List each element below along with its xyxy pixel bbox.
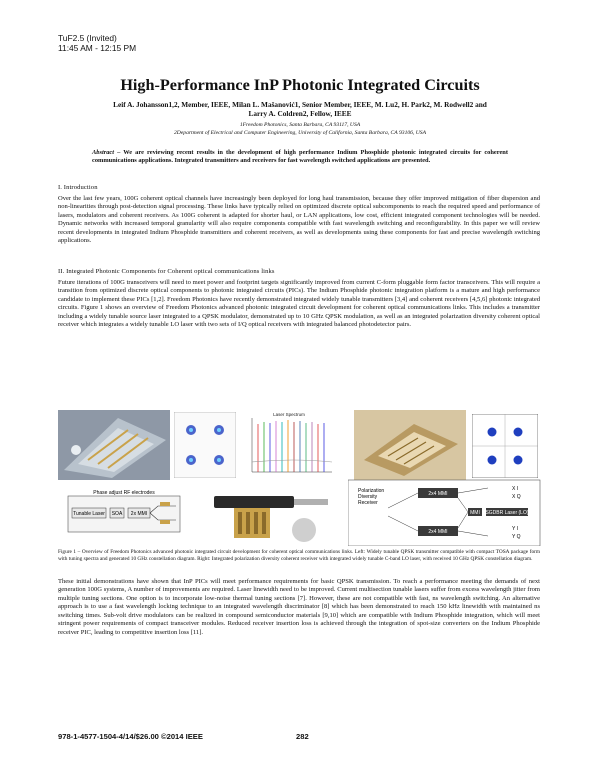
rx-label-3: Receiver: [358, 500, 378, 506]
section-2-text: Future iterations of 100G transceivers will need to meet power and footprint targets significantly improved from current C-form pluggable form factor transceivers. This will require a transition from optimized discrete optical components to photonic integrated circuits (PICs). The Indium Phosphide photonic integration platform is a mature and high performance candidate to implement these PICs [1,2]. Freedom Photonics have recently demonstrated integrated widely tunable transmitters [3,4] and coherent receivers [4,5,6] photonic integrated circuits. Figure 1 shows an overview of Freedom Photonics advanced photonic integrated circuit development for coherent optical communications links. This includes a transmitter including a widely tunable source laser integrated to a QPSK modulator, demonstrated up to 10 GHz QPSK modulation, as well as an integrated polarization diversity coherent optical receiver which integrates a widely tunable LO laser with two sets of I/Q optical receivers with integrated balanced photodetector pairs.: [58, 279, 540, 329]
authors-line-2: Larry A. Coldren2, Fellow, IEEE: [248, 109, 352, 119]
tosa-package-photo: [194, 486, 334, 544]
author-list: [66, 100, 534, 118]
rx-mmi-bottom: 2x4 MMI: [428, 529, 448, 535]
rx-mmi-mid: MMI: [470, 510, 480, 516]
spectrum-title: Laser Spectrum: [273, 412, 305, 417]
tx-constellation-diagram: [174, 412, 236, 478]
receiver-block-diagram: [348, 478, 542, 546]
session-header: [58, 34, 136, 53]
transmitter-block-diagram: [58, 486, 188, 542]
session-time: 11:45 AM - 12:15 PM: [58, 42, 137, 53]
page-number: 282: [296, 732, 309, 741]
abstract-label: Abstract: [92, 149, 115, 156]
mmi-block: 2x MMI: [130, 511, 148, 517]
rx-mmi-top: 2x4 MMI: [428, 491, 448, 497]
authors-line-1: Leif A. Johansson1,2, Member, IEEE, Milan L. Mašanović1, Senior Member, IEEE, M. Lu2, H. Park2, M. Rodwell2 and: [113, 100, 487, 109]
section-2-heading: II. Integrated Photonic Components for Coherent optical communications links: [58, 268, 275, 275]
abstract-text: – We are reviewing recent results in the development of high performance Indium Phosphide photonic integrated circuits for coherent communications applications. Integrated transmitters and receivers for fast wavelength switched applications are presented.: [92, 149, 508, 165]
affiliation-1: 1Freedom Photonics, Santa Barbara, CA 93117, USA: [239, 122, 361, 128]
paper-title: High-Performance InP Photonic Integrated Circuits: [120, 76, 480, 94]
section-1-heading: I. Introduction: [58, 184, 98, 191]
rx-output-xq: X Q: [512, 494, 521, 500]
receiver-chip-photo: [354, 410, 466, 480]
rx-output-yi: Y I: [512, 526, 519, 532]
rx-label-2: Diversity: [358, 494, 378, 500]
rx-output-xi: X I: [512, 486, 519, 492]
body-text-after-figure: These initial demonstrations have shown that InP PICs will meet performance requirements for basic QPSK transmission. To reach a performance meeting the demands of next generation 100G systems, A number of improvements are required. Laser linewidth need to be improved. Current multisection tunable lasers suffer from excess wavelength jitter from multiple tuning sections. One option is to incorporate low-noise thermal tuning sections [7]. However, these are not compatible with fast, ns wavelength switching. An alternative approach is to use a fast wavelength locking technique to an integrated wavelength discriminator [8] which has been demonstrated to reach 150 kHz linewidth with maintained ns switching times. Sub-volt drive modulators can be realized in compound semiconductor materials [9,10] which are compatible with Indium Phosphide integration, which will meet stringent power requirements of compact transceiver modules. Reduced receiver insertion loss is achieved through the integration of spot-size converters on the Indium Phosphide receiver PIC, leading to competitive insertion loss [11].: [58, 578, 540, 636]
lo-laser-block: SGDBR Laser (LO): [485, 510, 529, 516]
abstract: [92, 149, 508, 166]
section-1-text: Over the last few years, 100G coherent optical channels have increasingly been deployed for long haul transmission, because they offer improved mitigation of fiber dispersion and non-linearities through post-detection signal processing. These links have typically relied on optimized discrete optical subcomponents to reach the required speed and performance of lasers, modulators and coherent receivers. As 100G coherent is adapted for shorter haul, or LAN applications, low cost, efficient integrated component technologies will be needed. Dynamic networks with increased temporal granularity will also require components compatible with fast wavelength switching and reconfigurability. In this paper we will review recent developments in integrated Indium Phosphide transmitters and coherent receivers, as well as developments using these components for fast and precise wavelength switching applications.: [58, 195, 540, 245]
rx-output-yq: Y Q: [512, 534, 521, 540]
affiliation-2: 2Department of Electrical and Computer Engineering, University of California, Santa Barbara, CA 93106, USA: [173, 130, 427, 136]
transmitter-chip-photo: [58, 410, 170, 480]
phase-adjust-label: Phase adjust RF electrodes: [93, 490, 155, 496]
rx-label-1: Polarization: [358, 488, 385, 494]
figure-1-caption: Figure 1 – Overview of Freedom Photonics advanced photonic integrated circuit development for coherent optical communications links. Left: Widely tunable QPSK transmitter compatible with compact TOSA package form with tuning spectra and generated 10 GHz constellation diagram. Right: Integrated polarization diversity coherent receiver with integrated widely tunable C-band LO laser, with received 10 GHz QPSK constellation diagram.: [58, 549, 540, 562]
tunable-laser-block: Tunable Laser: [73, 511, 105, 517]
session-id: TuF2.5 (Invited): [58, 33, 117, 43]
rx-constellation-diagram: [472, 414, 538, 478]
soa-block: SOA: [111, 511, 123, 517]
footer-isbn: 978-1-4577-1504-4/14/$26.00 ©2014 IEEE: [58, 732, 203, 741]
laser-spectrum-plot: [242, 410, 336, 480]
figure-1: [58, 410, 542, 546]
